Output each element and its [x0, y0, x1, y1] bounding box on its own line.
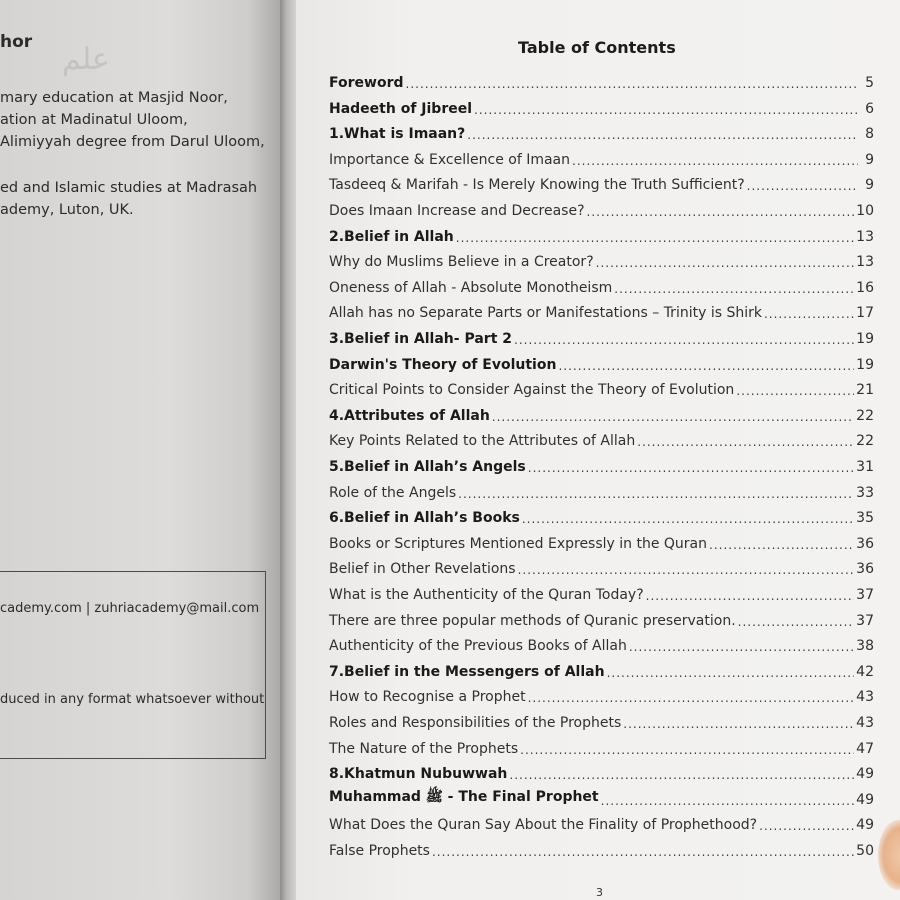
toc-entry: [329, 760, 874, 782]
toc-leader-dots: [492, 410, 854, 424]
toc-entry-label: Hadeeth of Jibreel: [329, 100, 473, 117]
toc-entry: [329, 95, 874, 117]
toc-leader-dots: [747, 179, 858, 193]
toc-entry: [329, 299, 874, 321]
toc-entry-page: 9: [865, 177, 874, 194]
author-bio-line: ademy, Luton, UK.: [0, 202, 134, 218]
toc-entry-label: 6.Belief in Allah’s Books: [329, 510, 520, 527]
toc-entry-label: Oneness of Allah - Absolute Monotheism: [329, 279, 613, 296]
toc-entry: [329, 607, 874, 629]
toc-leader-dots: [520, 743, 854, 757]
toc-entry: [329, 555, 874, 577]
toc-entry-label: Darwin's Theory of Evolution: [329, 356, 557, 373]
toc-leader-dots: [558, 359, 854, 373]
toc-entry-page: 13: [856, 228, 874, 245]
toc-leader-dots: [518, 563, 855, 577]
toc-entry-page: 42: [856, 663, 874, 680]
copyright-text: duced in any format whatsoever without: [0, 692, 265, 707]
toc-entry-label: What is the Authenticity of the Quran Today?: [329, 587, 644, 603]
toc-leader-dots: [596, 256, 855, 270]
toc-entry: [329, 69, 874, 91]
toc-entry-label: 7.Belief in the Messengers of Allah: [329, 663, 605, 680]
toc-entry-page: 19: [856, 356, 874, 373]
toc-leader-dots: [637, 435, 854, 449]
toc-entry: [329, 274, 874, 296]
toc-entry-label: Authenticity of the Previous Books of Allah: [329, 638, 627, 655]
toc-entry-label: Key Points Related to the Attributes of Allah: [329, 433, 636, 450]
author-bio-line: ation at Madinatul Uloom,: [0, 112, 188, 128]
toc-entry-page: 50: [856, 843, 874, 859]
toc-leader-dots: [514, 333, 854, 347]
toc-leader-dots: [458, 487, 854, 501]
toc-entry: [329, 735, 874, 757]
toc-entry: [329, 632, 874, 654]
toc-entry-page: 43: [856, 715, 874, 731]
toc-entry-page: 35: [856, 510, 874, 527]
toc-entry-label: 4.Attributes of Allah: [329, 407, 490, 424]
toc-entry-label: The Nature of the Prophets: [329, 740, 519, 757]
toc-leader-dots: [572, 154, 858, 168]
toc-leader-dots: [601, 794, 855, 808]
right-page: [296, 0, 900, 900]
toc-entry-label: 8.Khatmun Nubuwwah: [329, 766, 508, 783]
toc-entry: [329, 786, 874, 808]
toc-entry-page: 17: [856, 305, 874, 322]
toc-entry-page: 22: [856, 433, 874, 450]
toc-entry-label: Belief in Other Revelations: [329, 561, 516, 578]
toc-entry: [329, 837, 874, 859]
toc-entry: [329, 453, 874, 475]
toc-entry-label: Roles and Responsibilities of the Prophets: [329, 715, 622, 731]
toc-entry-label: Foreword: [329, 75, 404, 91]
left-page: [0, 0, 282, 900]
author-bio-line: mary education at Masjid Noor,: [0, 90, 228, 106]
toc-entry: [329, 402, 874, 424]
toc-leader-dots: [629, 640, 854, 654]
faint-logo: ﻋﻠﻢ: [62, 42, 110, 77]
toc-entry-page: 10: [856, 203, 874, 219]
toc-entry-page: 16: [856, 279, 874, 296]
toc-leader-dots: [406, 77, 859, 91]
toc-entry-page: 8: [865, 126, 874, 143]
toc-leader-dots: [614, 282, 854, 296]
toc-leader-dots: [607, 666, 855, 680]
toc-entry-label: Books or Scriptures Mentioned Expressly in the Quran: [329, 535, 708, 552]
toc-entry: [329, 376, 874, 398]
toc-leader-dots: [709, 538, 854, 552]
toc-entry: [329, 223, 874, 245]
page-title: Table of Contents: [518, 38, 676, 57]
toc-entry: [329, 325, 874, 347]
toc-entry-page: 13: [856, 254, 874, 271]
toc-entry: [329, 197, 874, 219]
toc-entry-page: 21: [856, 382, 874, 399]
toc-entry-page: 36: [856, 561, 874, 578]
toc-entry-label: Tasdeeq & Marifah - Is Merely Knowing the Truth Sufficient?: [329, 177, 745, 194]
toc-entry-label: What Does the Quran Say About the Finality of Prophethood?: [329, 817, 758, 834]
toc-leader-dots: [623, 717, 854, 731]
toc-leader-dots: [509, 768, 854, 782]
toc-entry: [329, 530, 874, 552]
toc-entry-label: Does Imaan Increase and Decrease?: [329, 203, 585, 219]
toc-leader-dots: [467, 128, 858, 142]
toc-entry: [329, 811, 874, 833]
toc-entry: [329, 709, 874, 731]
contact-box: [0, 571, 266, 759]
toc-entry-label: 2.Belief in Allah: [329, 228, 454, 245]
toc-entry: [329, 248, 874, 270]
toc-entry-page: 9: [865, 151, 874, 168]
toc-leader-dots: [759, 819, 854, 833]
toc-entry-page: 36: [856, 535, 874, 552]
toc-entry-page: 37: [856, 612, 874, 629]
contact-text: cademy.com | zuhriacademy@mail.com: [0, 601, 260, 616]
toc-entry: [329, 658, 874, 680]
toc-entry: [329, 351, 874, 373]
toc-entry-label: Muhammad ﷺ - The Final Prophet: [329, 788, 599, 805]
toc-leader-dots: [432, 845, 854, 859]
toc-entry-page: 49: [856, 791, 874, 808]
toc-entry-label: Importance & Excellence of Imaan: [329, 151, 571, 168]
toc-entry-label: False Prophets: [329, 843, 430, 859]
toc-entry: [329, 504, 874, 526]
toc-entry-label: 3.Belief in Allah- Part 2: [329, 331, 512, 347]
toc-leader-dots: [456, 231, 854, 245]
toc-entry-page: 33: [856, 484, 874, 501]
toc-entry-page: 5: [865, 75, 874, 91]
toc-leader-dots: [522, 512, 854, 526]
toc-entry: [329, 683, 874, 705]
toc-leader-dots: [764, 307, 854, 321]
author-bio-line: Alimiyyah degree from Darul Uloom,: [0, 134, 265, 150]
toc-entry-page: 19: [856, 331, 874, 347]
toc-leader-dots: [528, 691, 855, 705]
toc-entry-page: 43: [856, 689, 874, 706]
toc-entry-label: Allah has no Separate Parts or Manifestations – Trinity is Shirk: [329, 305, 762, 322]
toc-leader-dots: [738, 615, 855, 629]
toc-entry-page: 49: [856, 817, 874, 834]
toc-entry-label: How to Recognise a Prophet: [329, 689, 526, 706]
toc-leader-dots: [528, 461, 854, 475]
toc-entry-page: 22: [856, 407, 874, 424]
toc-entry-label: Why do Muslims Believe in a Creator?: [329, 254, 594, 271]
toc-entry-label: Role of the Angels: [329, 484, 457, 501]
author-heading: hor: [0, 32, 33, 52]
toc-leader-dots: [587, 205, 855, 219]
toc-entry: [329, 427, 874, 449]
toc-leader-dots: [474, 103, 858, 117]
toc-entry-page: 31: [856, 459, 874, 475]
toc-entry-page: 37: [856, 587, 874, 603]
toc-entry-page: 49: [856, 766, 874, 783]
toc-entry: [329, 479, 874, 501]
toc-entry-label: Critical Points to Consider Against the Theory of Evolution: [329, 382, 735, 399]
toc-entry: [329, 171, 874, 193]
toc-entry-page: 47: [856, 740, 874, 757]
toc-entry: [329, 120, 874, 142]
toc-entry: [329, 581, 874, 603]
page-number: 3: [596, 886, 603, 899]
toc-leader-dots: [736, 384, 854, 398]
toc-entry-label: 1.What is Imaan?: [329, 126, 466, 143]
toc-entry: [329, 146, 874, 168]
author-bio-line: ed and Islamic studies at Madrasah: [0, 180, 258, 196]
toc-entry-page: 38: [856, 638, 874, 655]
toc-leader-dots: [646, 589, 855, 603]
toc-entry-label: There are three popular methods of Quranic preservation.: [329, 612, 736, 629]
toc-entry-page: 6: [865, 100, 874, 117]
toc-entry-label: 5.Belief in Allah’s Angels: [329, 459, 526, 475]
